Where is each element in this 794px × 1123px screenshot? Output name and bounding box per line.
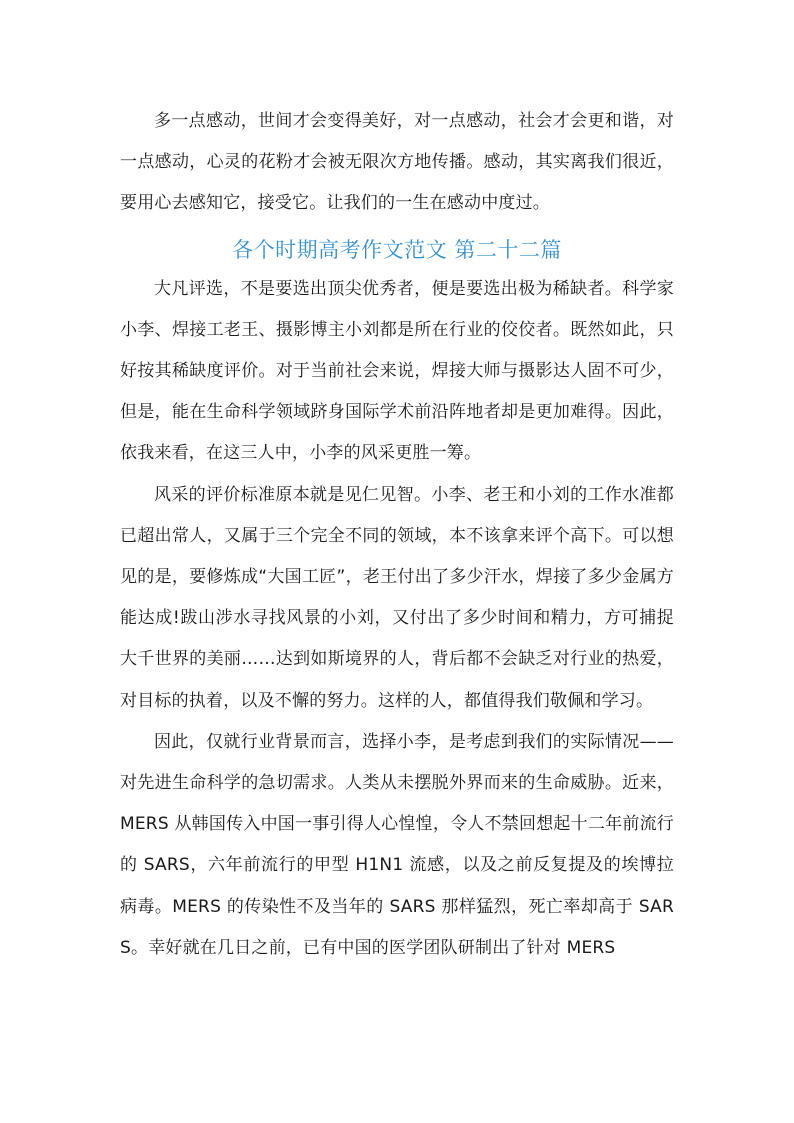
body-paragraph-2: 风采的评价标准原本就是见仁见智。小李、老王和小刘的工作水准都已超出常人，又属于三个完全不同的领域，本不该拿来评个高下。可以想见的是，要修炼成“大国工匠”，老王付出了多少汗水，焊接了多少金属方能达成!跋山涉水寻找风景的小刘，又付出了多少时间和精力，方可捕捉大千世界的美丽……达到如斯境界的人，背后都不会缺乏对行业的热爱，对目标的执着，以及不懈的努力。这样的人，都值得我们敬佩和学习。 [120, 484, 674, 711]
section-title: 各个时期高考作文范文 第二十二篇 [232, 237, 562, 262]
body-paragraph-1: 大凡评选，不是要选出顶尖优秀者，便是要选出极为稀缺者。科学家小李、焊接工老王、摄影博主小刘都是所在行业的佼佼者。既然如此，只好按其稀缺度评价。对于当前社会来说，焊接大师与摄影达人固不可少，但是，能在生命科学领域跻身国际学术前沿阵地者却是更加难得。因此，依我来看，在这三人中，小李的风采更胜一筹。 [120, 278, 674, 464]
body-paragraph-3: 因此，仅就行业背景而言，选择小李，是考虑到我们的实际情况——对先进生命科学的急切需求。人类从未摆脱外界而来的生命威胁。近来，MERS 从韩国传入中国一事引得人心惶惶，令人不禁回想起十二年前流行的 SARS，六年前流行的甲型 H1N1 流感，以及之前反复提及的埃博拉病毒。MERS 的传染性不及当年的 SARS 那样猛烈，死亡率却高于 SARS。幸好就在几日之前，已有中国的医学团队研制出了针对 MERS [120, 731, 674, 958]
document-body [120, 101, 674, 969]
intro-paragraph: 多一点感动，世间才会变得美好，对一点感动，社会才会更和谐，对一点感动，心灵的花粉才会被无限次方地传播。感动，其实离我们很近，要用心去感知它，接受它。让我们的一生在感动中度过。 [120, 111, 674, 214]
